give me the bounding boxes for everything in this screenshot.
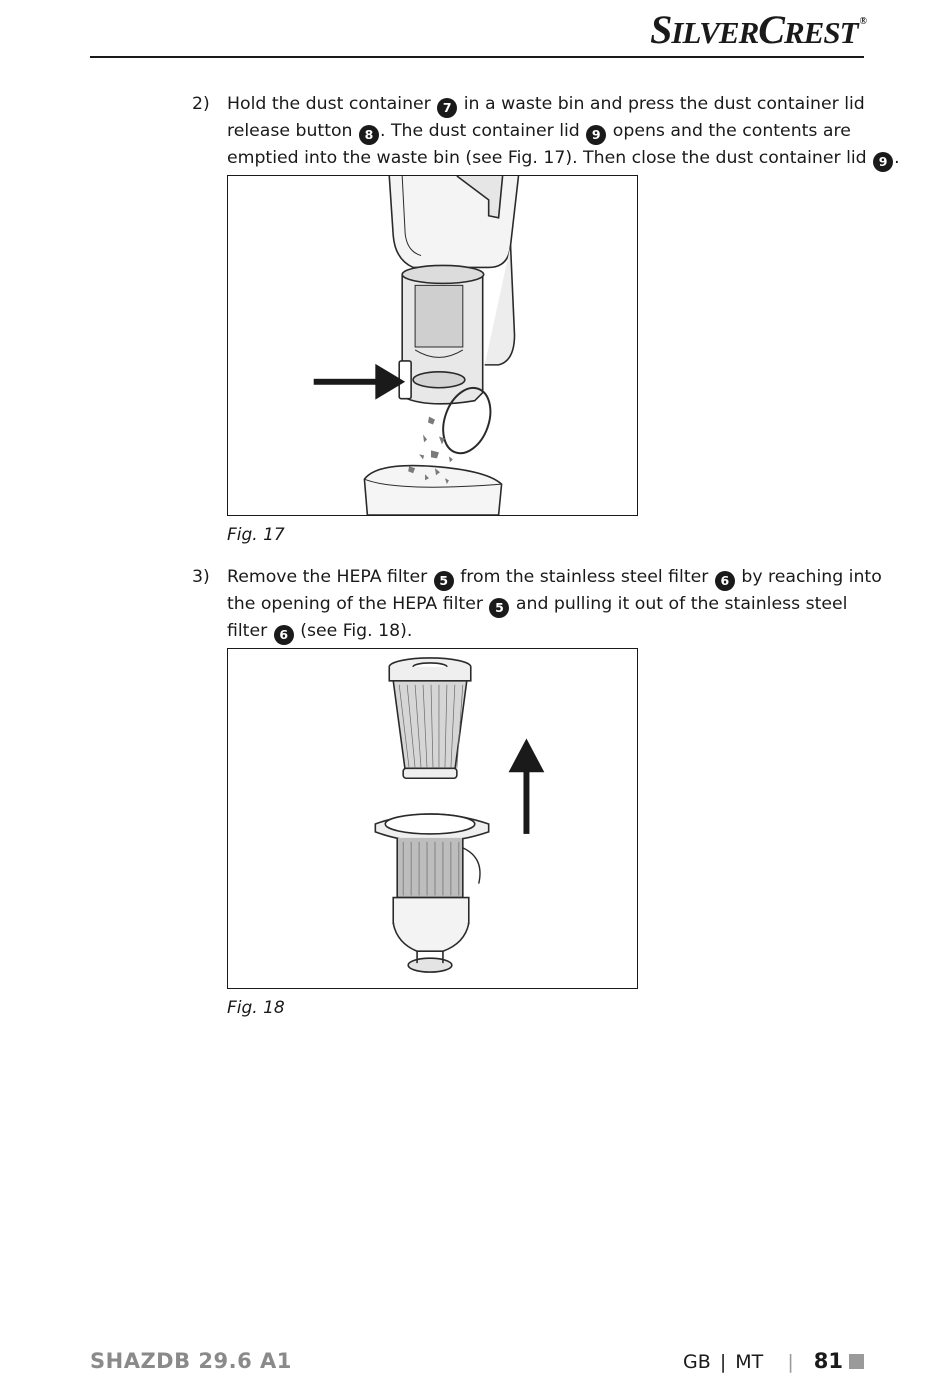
figure-17-caption: Fig. 17 <box>227 525 285 545</box>
arrow-up-icon <box>509 738 545 833</box>
part-number-badge: 9 <box>873 152 893 172</box>
part-number-badge: 7 <box>437 98 457 118</box>
page-number: 81 <box>813 1349 843 1373</box>
text-line: release button 8 . The dust container lid 9 opens and the contents are <box>227 118 857 145</box>
text-line: Remove the HEPA filter 5 from the stainless steel filter 6 by reaching into <box>227 564 857 591</box>
part-number-badge: 8 <box>359 125 379 145</box>
part-number-badge: 5 <box>489 598 509 618</box>
part-number-badge: 6 <box>715 571 735 591</box>
part-number-badge: 6 <box>274 625 294 645</box>
page-separator: | <box>787 1351 794 1373</box>
step-text <box>227 91 900 172</box>
text-line: the opening of the HEPA filter 5 and pulling it out of the stainless steel <box>227 591 857 618</box>
step-number: 3) <box>192 567 210 587</box>
text-line: Hold the dust container 7 in a waste bin and press the dust container lid <box>227 91 857 118</box>
model-number: SHAZDB 29.6 A1 <box>90 1349 292 1373</box>
text-line: emptied into the waste bin (see Fig. 17). Then close the dust container lid 9 . <box>227 145 857 172</box>
dust-container-emptying-illustration <box>228 176 637 515</box>
header-rule <box>90 56 864 58</box>
brand-logo: SILVERCREST ® <box>650 7 866 52</box>
lang-gb: GB <box>683 1351 711 1373</box>
lang-mt: MT <box>735 1351 764 1373</box>
arrow-right-icon <box>314 364 405 400</box>
part-number-badge: 9 <box>586 125 606 145</box>
square-marker-icon <box>849 1354 864 1369</box>
step-text <box>227 564 882 645</box>
figure-17 <box>227 175 638 516</box>
lang-separator: | <box>719 1351 727 1373</box>
part-number-badge: 5 <box>434 571 454 591</box>
text-line: filter 6 (see Fig. 18). <box>227 618 857 645</box>
hepa-filter-removal-illustration <box>228 649 637 988</box>
figure-18-caption: Fig. 18 <box>227 998 285 1018</box>
figure-18 <box>227 648 638 989</box>
footer-page-info <box>683 1349 864 1373</box>
step-number: 2) <box>192 94 210 114</box>
